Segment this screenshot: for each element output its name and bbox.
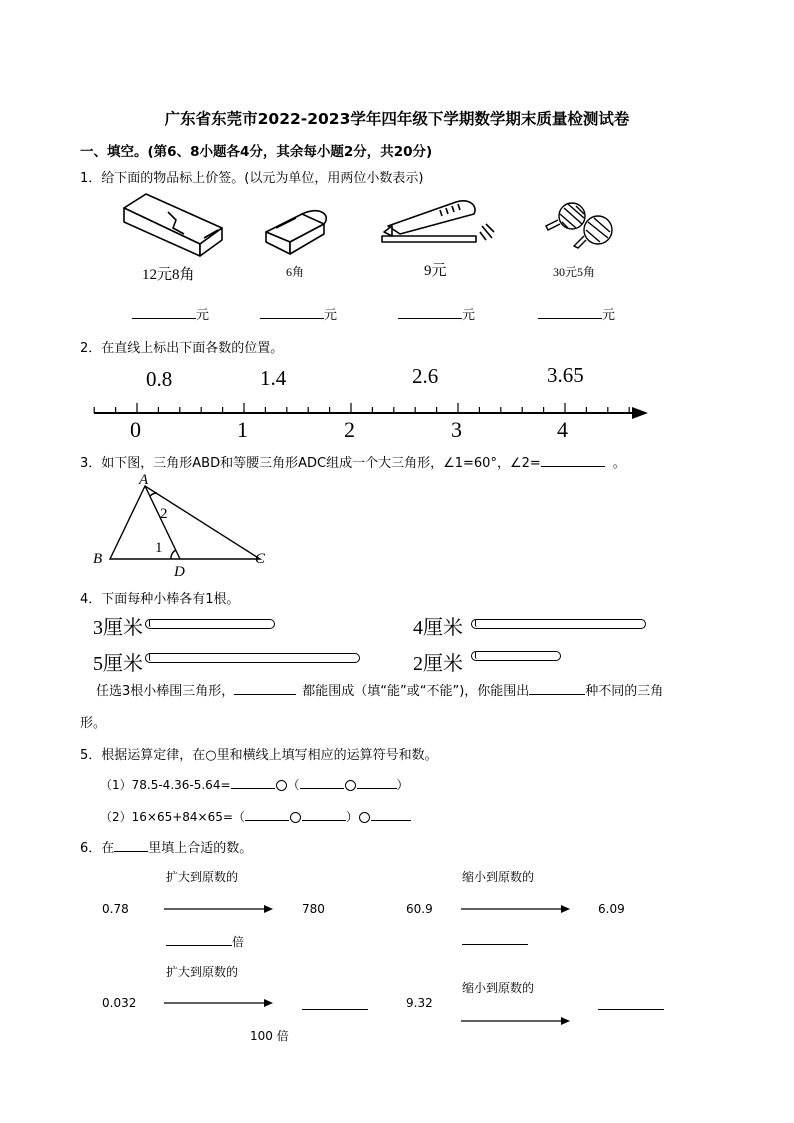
number-value: 0.032: [102, 996, 137, 1010]
rod-label: 2厘米: [413, 653, 463, 675]
expand-label: 扩大到原数的: [166, 965, 239, 979]
arrow-right-icon: [461, 903, 571, 915]
question-4-line-end: 形。: [80, 716, 107, 731]
number-value: 60.9: [406, 902, 433, 916]
question-number: 3．: [80, 456, 102, 471]
rod-4cm: [471, 619, 646, 629]
value-label: 0.8: [146, 367, 173, 391]
axis-label: 4: [557, 417, 568, 442]
number-value: 0.78: [102, 902, 129, 916]
answer-blank[interactable]: 元: [398, 304, 475, 323]
arrow-right-icon: [164, 997, 274, 1009]
question-number: 4．: [80, 592, 102, 607]
question-5-part-1: （1）78.5-4.36-5.64= （ ）: [100, 774, 409, 793]
stapler-image: [380, 196, 498, 246]
question-1: [80, 167, 423, 186]
rod-2cm: [471, 651, 561, 661]
axis-label: 1: [237, 417, 248, 442]
expand-label: 扩大到原数的: [166, 870, 239, 884]
answer-blank[interactable]: [302, 806, 346, 821]
rod-label: 5厘米: [93, 653, 143, 675]
axis-label: 0: [130, 417, 141, 442]
answer-blank[interactable]: 元: [260, 304, 337, 323]
question-number: 2．: [80, 341, 102, 356]
vertex-label-d: D: [174, 564, 185, 580]
operator-circle[interactable]: [345, 780, 356, 791]
price-tag: 12元8角: [142, 267, 195, 283]
question-text: 在直线上标出下面各数的位置。: [101, 341, 284, 356]
question-number: 5．: [80, 748, 102, 763]
question-4-line: 任选3根小棒围三角形， 都能围成（填“能”或“不能”)，你能围出 种不同的三角: [96, 680, 663, 699]
ping-pong-paddles-image: [538, 200, 616, 252]
operator-circle[interactable]: [359, 812, 370, 823]
vertex-label-c: C: [255, 551, 266, 567]
rod-5cm: [145, 653, 360, 663]
shrink-label: 缩小到原数的: [462, 981, 535, 995]
vertex-label-a: A: [139, 472, 149, 488]
angle-label-1: 1: [155, 540, 163, 556]
question-5-part-2: （2）16×65+84×65=（ ）: [100, 806, 411, 825]
value-label: 3.65: [547, 363, 584, 387]
answer-blank-times[interactable]: 倍: [166, 931, 244, 950]
axis-label: 3: [451, 417, 462, 442]
arrow-right-icon: [164, 903, 274, 915]
answer-blank[interactable]: [234, 680, 296, 695]
number-value: 6.09: [598, 902, 625, 916]
axis-label: 2: [344, 417, 355, 442]
answer-blank[interactable]: [302, 1009, 368, 1010]
answer-blank[interactable]: [529, 680, 585, 695]
answer-blank[interactable]: [598, 1009, 664, 1010]
operator-circle[interactable]: [276, 780, 287, 791]
hundred-times-label: 100 倍: [250, 1029, 289, 1043]
answer-blank[interactable]: [231, 774, 275, 789]
question-text: 根据运算定律，在○里和横线上填写相应的运算符号和数。: [101, 748, 438, 763]
operator-circle[interactable]: [290, 812, 301, 823]
vertex-label-b: B: [93, 551, 103, 567]
question-4: [80, 588, 240, 607]
question-text: 如下图，三角形ABD和等腰三角形ADC组成一个大三角形，∠1=60°，∠2=: [101, 456, 541, 471]
arrow-right-icon: [461, 1015, 571, 1027]
rod-label: 4厘米: [413, 617, 463, 639]
triangle-figure: [90, 470, 280, 582]
arrow-icon: [632, 407, 648, 419]
answer-blank[interactable]: 元: [538, 304, 615, 323]
eraser-image: [262, 204, 334, 256]
section-heading: 一、填空。(第6、8小题各4分，其余每小题2分，共20分): [80, 144, 433, 160]
price-tag: 30元5角: [553, 265, 596, 279]
rod-3cm: [145, 619, 275, 629]
number-value: 780: [302, 902, 325, 916]
answer-blank[interactable]: 元: [132, 304, 209, 323]
angle-label-2: 2: [160, 506, 168, 522]
question-5: [80, 744, 438, 763]
answer-blank[interactable]: [300, 774, 344, 789]
number-value: 9.32: [406, 996, 433, 1010]
question-text: 下面每种小棒各有1根。: [101, 592, 240, 607]
answer-blank[interactable]: [462, 944, 528, 945]
question-2: [80, 337, 283, 356]
question-6: 6．在 里填上合适的数。: [80, 837, 252, 856]
shrink-label: 缩小到原数的: [462, 870, 535, 884]
price-tag: 9元: [424, 263, 447, 279]
rod-label: 3厘米: [93, 617, 143, 639]
question-number: 6．: [80, 841, 102, 856]
answer-blank[interactable]: [114, 837, 148, 852]
price-tag: 6角: [286, 265, 305, 279]
value-label: 1.4: [260, 366, 287, 390]
question-text: 给下面的物品标上价签。(以元为单位，用两位小数表示): [101, 171, 424, 186]
answer-blank[interactable]: [357, 774, 397, 789]
value-label: 2.6: [412, 364, 439, 388]
pencil-box-image: [118, 190, 226, 258]
answer-blank[interactable]: [371, 806, 411, 821]
question-number: 1．: [80, 171, 102, 186]
question-3: 3．如下图，三角形ABD和等腰三角形ADC组成一个大三角形，∠1=60°，∠2= 。: [80, 452, 626, 471]
answer-blank[interactable]: [541, 452, 605, 467]
page-title: 广东省东莞市2022-2023学年四年级下学期数学期末质量检测试卷: [164, 110, 630, 128]
answer-blank[interactable]: [245, 806, 289, 821]
